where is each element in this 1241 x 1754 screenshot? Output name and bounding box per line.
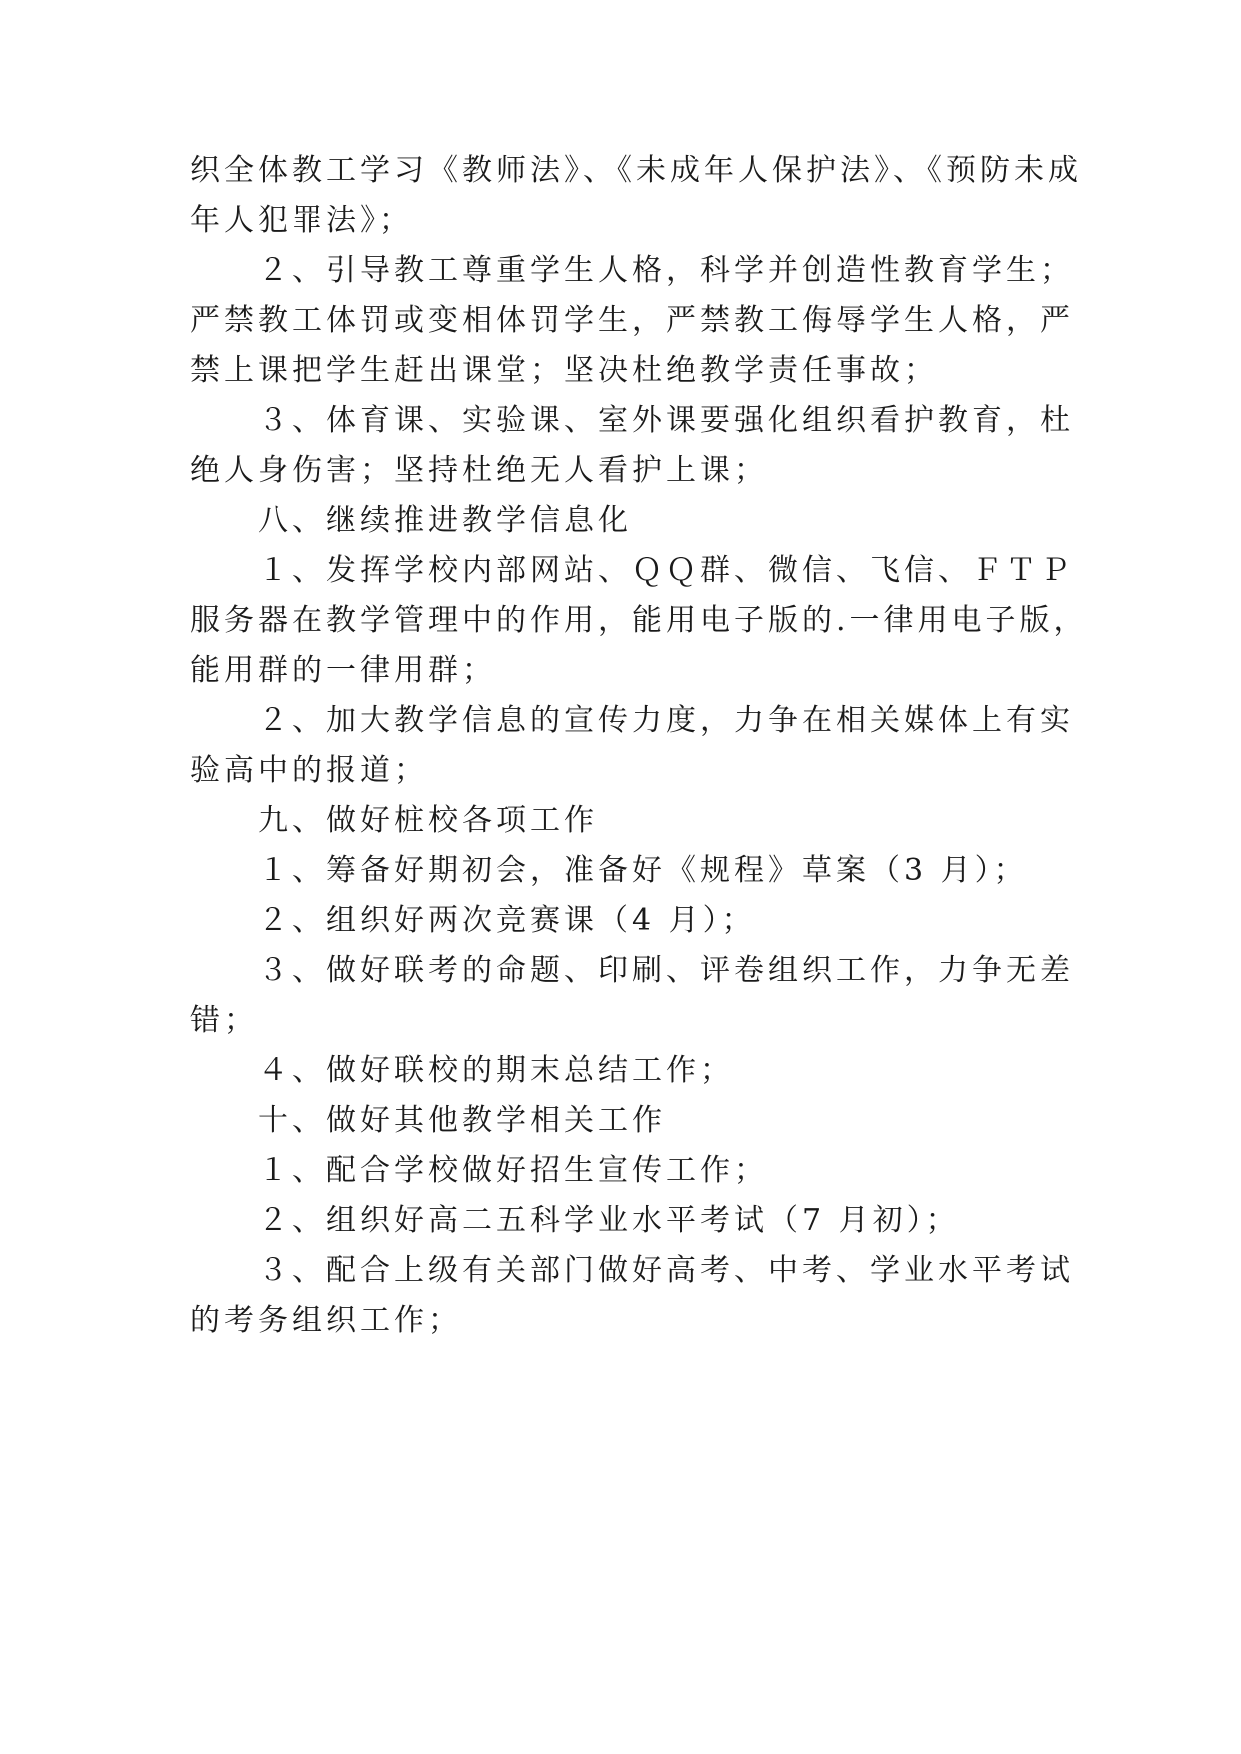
text-line: １、配合学校做好招生宣传工作；	[258, 1153, 768, 1188]
text-line: 绝人身伤害；坚持杜绝无人看护上课；	[190, 453, 768, 488]
text-line: ３、配合上级有关部门做好高考、中考、学业水平考试	[258, 1253, 1074, 1288]
text-line: ３、做好联考的命题、印刷、评卷组织工作，力争无差	[258, 953, 1074, 988]
text-line: 年人犯罪法》；	[190, 203, 413, 238]
text-line: ２、引导教工尊重学生人格，科学并创造性教育学生；	[258, 253, 1074, 288]
text-line: 验高中的报道；	[190, 753, 428, 788]
section-heading: 八、继续推进教学信息化	[258, 503, 632, 538]
text-line: 错；	[190, 1003, 258, 1038]
section-heading: 十、做好其他教学相关工作	[258, 1103, 666, 1138]
text-line: １、发挥学校内部网站、ＱＱ群、微信、飞信、ＦＴＰ	[258, 553, 1074, 588]
text-line: ２、组织好两次竞赛课（4 月）；	[258, 903, 756, 938]
text-line: 能用群的一律用群；	[190, 653, 496, 688]
text-line: ２、组织好高二五科学业水平考试（7 月初）；	[258, 1203, 960, 1238]
text-line: ３、体育课、实验课、室外课要强化组织看护教育，杜	[258, 403, 1074, 438]
text-line: １、筹备好期初会，准备好《规程》草案（3 月）；	[258, 853, 1028, 888]
text-line: 织全体教工学习《教师法》、《未成年人保护法》、《预防未成	[190, 153, 1082, 188]
text-line: 禁上课把学生赶出课堂；坚决杜绝教学责任事故；	[190, 353, 938, 388]
text-line: 服务器在教学管理中的作用，能用电子版的.一律用电子版，	[190, 603, 1088, 638]
section-heading: 九、做好桩校各项工作	[258, 803, 598, 838]
text-line: ４、做好联校的期末总结工作；	[258, 1053, 734, 1088]
text-line: 严禁教工体罚或变相体罚学生，严禁教工侮辱学生人格，严	[190, 303, 1074, 338]
text-line: ２、加大教学信息的宣传力度，力争在相关媒体上有实	[258, 703, 1074, 738]
text-line: 的考务组织工作；	[190, 1303, 462, 1338]
